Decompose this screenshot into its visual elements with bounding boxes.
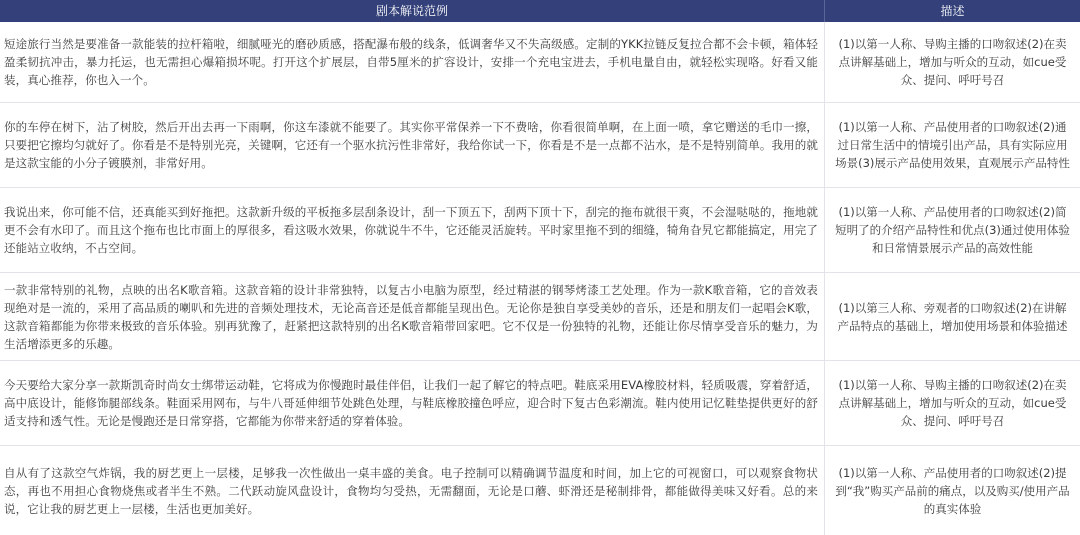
description-text: (1)以第一人称、导购主播的口吻叙述(2)在卖点讲解基础上，增加与听众的互动，如cue受众、提问、呼吁号召 [838,37,1067,87]
script-cell [0,446,825,535]
header-description: 描述 [940,4,965,18]
description-cell [825,361,1080,445]
description-text: (1)以第一人称、产品使用者的口吻叙述(2)提到“我”购买产品前的痛点，以及购买/使用产品的真实体验 [835,465,1070,516]
description-cell [825,22,1080,102]
script-text: 自从有了这款空气炸锅，我的厨艺更上一层楼，足够我一次性做出一桌丰盛的美食。电子控制可以精确调节温度和时间，加上它的可视窗口，可以观察食物状态，再也不用担心食物烧焦或者半生不熟。二代跃动旋风盘设计，食物均匀受热，无需翻面，无论是口蘑、虾滑还是秘制排骨，都能做得美味又好看。总的来说，它让我的厨艺更上一层楼，生活也更加美好。 [4,465,818,516]
description-cell [825,103,1080,187]
table-row [0,188,1080,273]
script-cell [0,273,825,360]
header-script-example: 剧本解说范例 [0,0,825,22]
script-text: 你的车停在树下，沾了树胶，然后开出去再一下雨啊，你这车漆就不能要了。其实你平常保养一下不费啥，你看很简单啊，在上面一喷，拿它赠送的毛巾一擦，只要把它擦均匀就好了。你看是不是特别光亮，关键啊，它还有一个驱水抗污性非常好，我给你试一下，你看是不是一点都不沾水，是不是特别简单。我用的就是这款宝能的小分子镀膜剂，非常好用。 [4,120,818,170]
description-cell [825,273,1080,360]
script-cell [0,103,825,187]
script-text: 我说出来，你可能不信，还真能买到好拖把。这款新升级的平板拖多层刮条设计，刮一下顶五下，刮两下顶十下，刮完的拖布就很干爽，不会湿哒哒的，拖地就更不会有水印了。而且这个拖布也比市面上的厚很多，看这吸水效果，你就说牛不牛，它还能灵活旋转。平时家里拖不到的细缝，犄角旮旯它都能搞定，用完了还能站立收纳，不占空间。 [4,205,818,255]
description-cell [825,446,1080,535]
table-row [0,103,1080,188]
table-row [0,22,1080,103]
description-cell [825,188,1080,272]
script-cell [0,361,825,445]
description-text: (1)以第一人称、产品使用者的口吻叙述(2)通过日常生活中的情境引出产品，具有实际应用场景(3)展示产品使用效果，直观展示产品特性 [835,120,1070,170]
description-text: (1)以第三人称、旁观者的口吻叙述(2)在讲解产品特点的基础上，增加使用场景和体验描述 [837,300,1068,333]
table-row [0,361,1080,446]
table-row [0,273,1080,361]
script-text: 一款非常特别的礼物，点映的出名K歌音箱。这款音箱的设计非常独特，以复古小电脑为原型，经过精湛的钢琴烤漆工艺处理。作为一款K歌音箱，它的音效表现绝对是一流的，采用了高品质的喇叭和先进的音频处理技术，无论高音还是低音都能呈现出色。无论你是独自享受美妙的音乐，还是和朋友们一起唱会K歌，这款音箱都能为你带来极致的音乐体验。别再犹豫了，赶紧把这款特别的出名K歌音箱带回家吧。它不仅是一份独特的礼物，还能让你尽情享受音乐的魅力，为生活增添更多的乐趣。 [4,282,818,351]
table-header [0,0,1080,22]
script-cell [0,188,825,272]
description-text: (1)以第一人称、导购主播的口吻叙述(2)在卖点讲解基础上，增加与听众的互动，如cue受众、提问、呼吁号召 [838,378,1067,428]
script-text: 短途旅行当然是要准备一款能装的拉杆箱啦，细腻哑光的磨砂质感，搭配瀑布般的线条，低调奢华又不失高级感。定制的YKK拉链反复拉合都不会卡顿，箱体轻盈柔韧抗冲击，暴力托运，也无需担心爆箱损坏呢。打开这个扩展层，自带5厘米的扩容设计，安排一个充电宝进去，手机电量自由，就轻松实现咯。好看又能装，真心推荐，你也入一个。 [4,37,818,87]
description-text: (1)以第一人称、产品使用者的口吻叙述(2)简短明了的介绍产品特性和优点(3)通过使用体验和日常情景展示产品的高效性能 [835,205,1070,255]
script-cell [0,22,825,102]
table-row [0,446,1080,535]
script-text: 今天要给大家分享一款斯凯奇时尚女士绑带运动鞋，它将成为你慢跑时最佳伴侣，让我们一起了解它的特点吧。鞋底采用EVA橡胶材料，轻质吸震，穿着舒适，高中底设计，能修饰腿部线条。鞋面采用网布，与牛八哥延伸细节处跳色处理，与鞋底橡胶撞色呼应，迎合时下复古色彩潮流。鞋内使用记忆鞋垫提供更好的舒适支持和透气性。无论是慢跑还是日常穿搭，它都能为你带来舒适的穿着体验。 [4,378,818,428]
